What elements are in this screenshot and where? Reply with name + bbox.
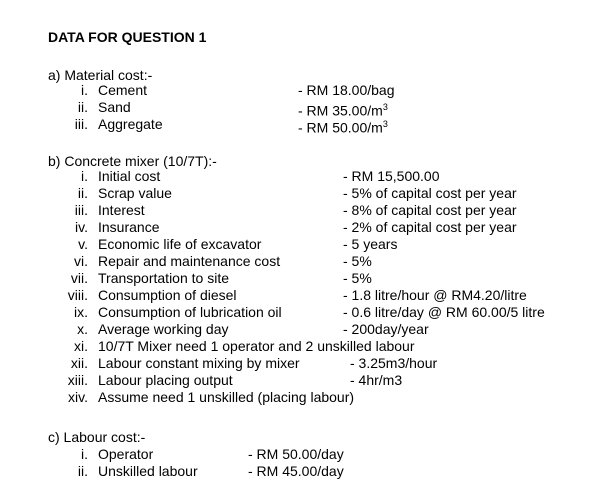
list-item-number: v. [78, 236, 88, 252]
list-item-label: Consumption of lubrication oil [98, 304, 282, 320]
list-item-number: iv. [75, 219, 88, 235]
list-item-value: - 5 years [343, 236, 398, 252]
superscript: 3 [382, 119, 388, 129]
list-item-label: Average working day [98, 321, 229, 337]
list-item-number: ii. [77, 185, 88, 201]
list-item-label: Insurance [98, 219, 160, 235]
list-item-value: - 1.8 litre/hour @ RM4.20/litre [343, 287, 527, 303]
list-item-value: - 5% [343, 270, 372, 286]
list-item-number: vii. [70, 270, 88, 286]
list-item-value: - 0.6 litre/day @ RM 60.00/5 litre [343, 304, 545, 320]
list-item-number: xi. [74, 338, 88, 354]
list-item-value: - RM 18.00/bag [298, 82, 395, 98]
list-item-number: xiii. [67, 372, 88, 388]
list-item-label: Economic life of excavator [98, 236, 262, 252]
list-item-label: Aggregate [98, 116, 163, 132]
superscript: 3 [382, 102, 388, 112]
list-item-label: 10/7T Mixer need 1 operator and 2 unskilled labour [98, 338, 415, 354]
section-c-heading: c) Labour cost:- [48, 429, 146, 445]
list-item-number: i. [81, 168, 88, 184]
list-item-value: - 3.25m3/hour [350, 355, 438, 371]
list-item-number: iii. [74, 202, 88, 218]
list-item-value: - 2% of capital cost per year [343, 219, 517, 235]
list-item-value: - RM 50.00/day [248, 446, 344, 462]
list-item-label: Sand [98, 99, 131, 115]
list-item-value: - 5% of capital cost per year [343, 185, 517, 201]
list-item-value: - RM $50.00/m^3$ [298, 119, 388, 136]
list-item-number: i. [81, 82, 88, 98]
list-item-label: Interest [98, 202, 145, 218]
list-item-value: - RM $35.00/m^3$ [298, 102, 388, 119]
list-item-label: Repair and maintenance cost [98, 253, 281, 269]
page-title: DATA FOR QUESTION 1 [48, 29, 207, 45]
list-item-number: ix. [74, 304, 88, 320]
list-item-label: Unskilled labour [98, 463, 198, 479]
list-item-label: Initial cost [98, 168, 161, 184]
list-item-value: - RM 15,500.00 [343, 168, 440, 184]
list-item-label: Cement [98, 82, 148, 98]
list-item-number: ii. [77, 99, 88, 115]
list-item-number: ii. [77, 463, 88, 479]
section-b-heading: b) Concrete mixer (10/7T):- [48, 153, 217, 169]
list-item-number: vi. [74, 253, 88, 269]
list-item-number: x. [77, 321, 88, 337]
list-item-number: iii. [74, 116, 88, 132]
list-item-label: Transportation to site [98, 270, 229, 286]
list-item-number: xii. [70, 355, 88, 371]
list-item-number: xiv. [68, 389, 88, 405]
list-item-value: - 4hr/m3 [350, 372, 403, 388]
list-item-value: - 8% of capital cost per year [343, 202, 517, 218]
list-item-label: Scrap value [98, 185, 172, 201]
section-a-heading: a) Material cost:- [48, 67, 153, 83]
list-item-label: Operator [98, 446, 154, 462]
list-item-label: Assume need 1 unskilled (placing labour) [98, 389, 355, 405]
list-item-value: - 200day/year [343, 321, 429, 337]
list-item-number: i. [81, 446, 88, 462]
list-item-label: Labour placing output [98, 372, 233, 388]
list-item-number: viii. [67, 287, 88, 303]
list-item-value: - RM 45.00/day [248, 463, 344, 479]
list-item-label: Labour constant mixing by mixer [98, 355, 300, 371]
list-item-label: Consumption of diesel [98, 287, 237, 303]
list-item-value: - 5% [343, 253, 372, 269]
